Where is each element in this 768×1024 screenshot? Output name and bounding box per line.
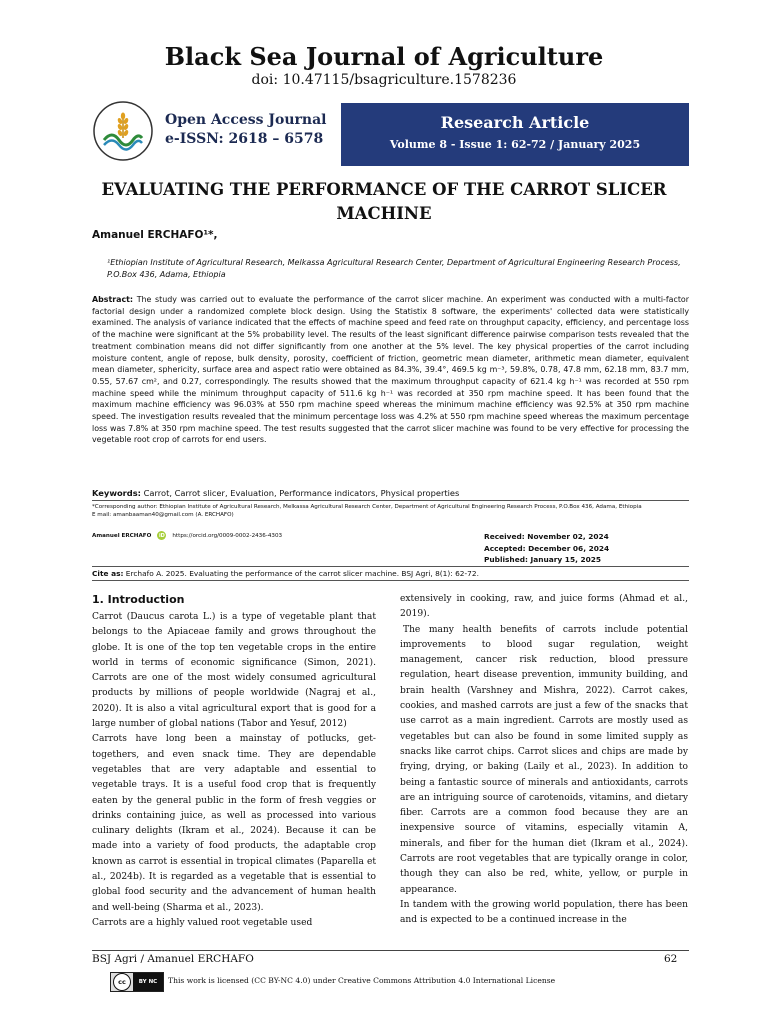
paragraph: Carrots have long been a mainstay of potlucks, get-togethers, and even snack time. They are dependable vegetables that are very adaptable and essential to vegetable trays. It is a useful food crop that is frequently eaten by the general public in the form of fresh veggies or drinks containing juice, as well as processed into various culinary delights (Ikram et al., 2024). Because it can be made into a variety of food products, the adaptable crop known as carrot is essential in tropical climates (Paparella et al., 2024b). It is regarded as a vegetable that is essential to global food security and the advancement of human health and well-being (Sharma et al., 2023). [92,734,376,913]
body-column-left [92,592,376,931]
body-column-right [400,592,688,929]
cite-text: Erchafo A. 2025. Evaluating the performance of the carrot slicer machine. BSJ Agri, 8(1): 62-72. [125,569,479,578]
orcid-icon[interactable]: iD [158,532,165,539]
footer-divider [92,950,689,951]
open-access-block [165,111,327,149]
paragraph: Carrot (Daucus carota L.) is a type of vegetable plant that belongs to the Apiaceae family and grows throughout the globe. It is one of the top ten vegetable crops in the entire world in terms of economic significance (Simon, 2021). Carrots are one of the most widely consumed agricultural products by millions of people worldwide (Nagraj et al., 2020). It is also a vital agricultural export that is good for a large number of global nations (Tabor and Yesuf, 2012) [92,612,376,730]
abstract [92,294,689,446]
article-type-banner [341,103,689,166]
divider [92,500,689,501]
divider [92,580,689,581]
volume-info: Volume 8 - Issue 1: 62-72 / January 2025 [389,138,641,151]
cc-license-badge[interactable] [110,972,164,992]
citation [92,569,689,578]
paragraph: In tandem with the growing world population, there has been and is expected to be a continued increase in the [400,899,688,926]
cite-label: Cite as: [92,569,124,578]
author: Amanuel ERCHAFO¹*, [92,229,218,241]
orcid-row [92,531,282,540]
issn: e-ISSN: 2618 – 6578 [165,131,324,147]
paper-title: EVALUATING THE PERFORMANCE OF THE CARROT SLICER MACHINE [101,180,667,223]
abstract-text: The study was carried out to evaluate the performance of the carrot slicer machine. An experiment was conducted with a multi-factor factorial design under a randomized complete block design. Using the Statistix 8 software, the experiments' collected data were statistically examined. The analysis of variance indicated that the effects of machine speed and feed rate on throughput capacity, efficiency, and percentage loss of the machine were significant at the 5% probability level. The results of the least significant difference pairwise comparison tests revealed that the treatment combination means did not differ significantly from one another at the 5% level. The key physical properties of the carrot including moisture content, angle of repose, bulk density, porosity, coefficient of friction, geometric mean diameter, arithmetic mean diameter, equivalent mean diameter, sphericity, surface area and aspect ratio were obtained as 84.3%, 39.4°, 469.5 kg m⁻³, 59.8%, 0.78, 47.8 mm, 62.18 mm, 83.7 mm, 0.55, 57.67 cm², and 0.27, correspondingly. The results showed that the maximum throughput capacity of 621.4 kg h⁻¹ was recorded at 550 rpm machine speed while the minimum throughput capacity of 511.6 kg h⁻¹ was recorded at 350 rpm machine speed. It has been found that the maximum machine efficiency was 96.03% at 550 rpm machine speed whereas the minimum machine efficiency was 92.5% at 350 rpm machine speed. The investigation results revealed that the minimum percentage loss was 4.2% at 550 rpm machine speed whereas the maximum percentage loss was 7.8% at 350 rpm machine speed. The test results suggested that the carrot slicer machine was found to be very effective for processing the vegetable root crop of carrots for end users. [92,295,689,445]
affiliation: ¹Ethiopian Institute of Agricultural Research, Melkassa Agricultural Research Center, Department of Agricultural Engineering Research Process, P.O.Box 436, Adama, Ethiopia [107,258,681,279]
publication-dates [484,531,609,566]
received-date: Received: November 02, 2024 [484,532,609,541]
orcid-link[interactable]: https://orcid.org/0009-0002-2436-4303 [172,532,283,539]
abstract-label: Abstract: [92,295,134,304]
cc-terms: BY NC [133,973,163,991]
keywords [92,488,689,498]
article-type: Research Article [440,113,590,132]
doi[interactable]: doi: 10.47115/bsagriculture.1578236 [251,72,517,88]
corresponding-author-address: *Corresponding author: Ethiopian Institute of Agricultural Research, Melkassa Agricultural Research Center, Department of Agricultural Engineering Research Process, P.O.Box 436, Adama, Ethiopia [92,504,642,510]
accepted-date: Accepted: December 06, 2024 [484,543,610,553]
paragraph: The many health benefits of carrots include potential improvements to blood sugar regulation, weight management, cancer risk reduction, blood pressure regulation, heart disease prevention, immunity building, and brain health (Varshney and Mishra, 2022). Carrot cakes, cookies, and mashed carrots are just a few of the snacks that use carrot as a main ingredient. Carrots are mostly used as vegetables but can also be found in some limited supply as snacks like carrot chips. Carrot slices and chips are made by frying, drying, or baking (Laily et al., 2023). In addition to being a fantastic source of minerals and antioxidants, carrots are an intriguing source of carotenoids, vitamins, and dietary fiber. Carrots are a common food because they are an inexpensive source of vitamins, especially vitamin A, minerals, and fiber for the human diet (Ikram et al., 2024). Carrots are root vegetables that are typically orange in color, though they can also be red, white, yellow, or purple in appearance. [400,624,688,895]
journal-logo [92,100,154,162]
cc-icon: cc [113,973,131,991]
paragraph: extensively in cooking, raw, and juice forms (Ahmad et al., 2019). [400,594,688,620]
journal-title: Black Sea Journal of Agriculture [164,42,604,71]
orcid-author-name: Amanuel ERCHAFO [92,532,152,539]
keywords-text: Carrot, Carrot slicer, Evaluation, Performance indicators, Physical properties [143,488,460,498]
open-access-label: Open Access Journal [165,112,327,128]
corresponding-author [92,503,689,520]
footer-running-head: BSJ Agri / Amanuel ERCHAFO [92,953,254,965]
section-heading: 1. Introduction [92,593,185,606]
page-number: 62 [664,953,678,965]
divider [92,566,689,567]
license-text: This work is licensed (CC BY-NC 4.0) under Creative Commons Attribution 4.0 International License [168,976,556,985]
keywords-label: Keywords: [92,488,141,498]
paragraph: Carrots are a highly valued root vegetable used [92,917,313,928]
published-date: Published: January 15, 2025 [484,555,602,564]
email[interactable]: E mail: amanbaaman40@gmail.com (A. ERCHAFO) [92,512,234,519]
